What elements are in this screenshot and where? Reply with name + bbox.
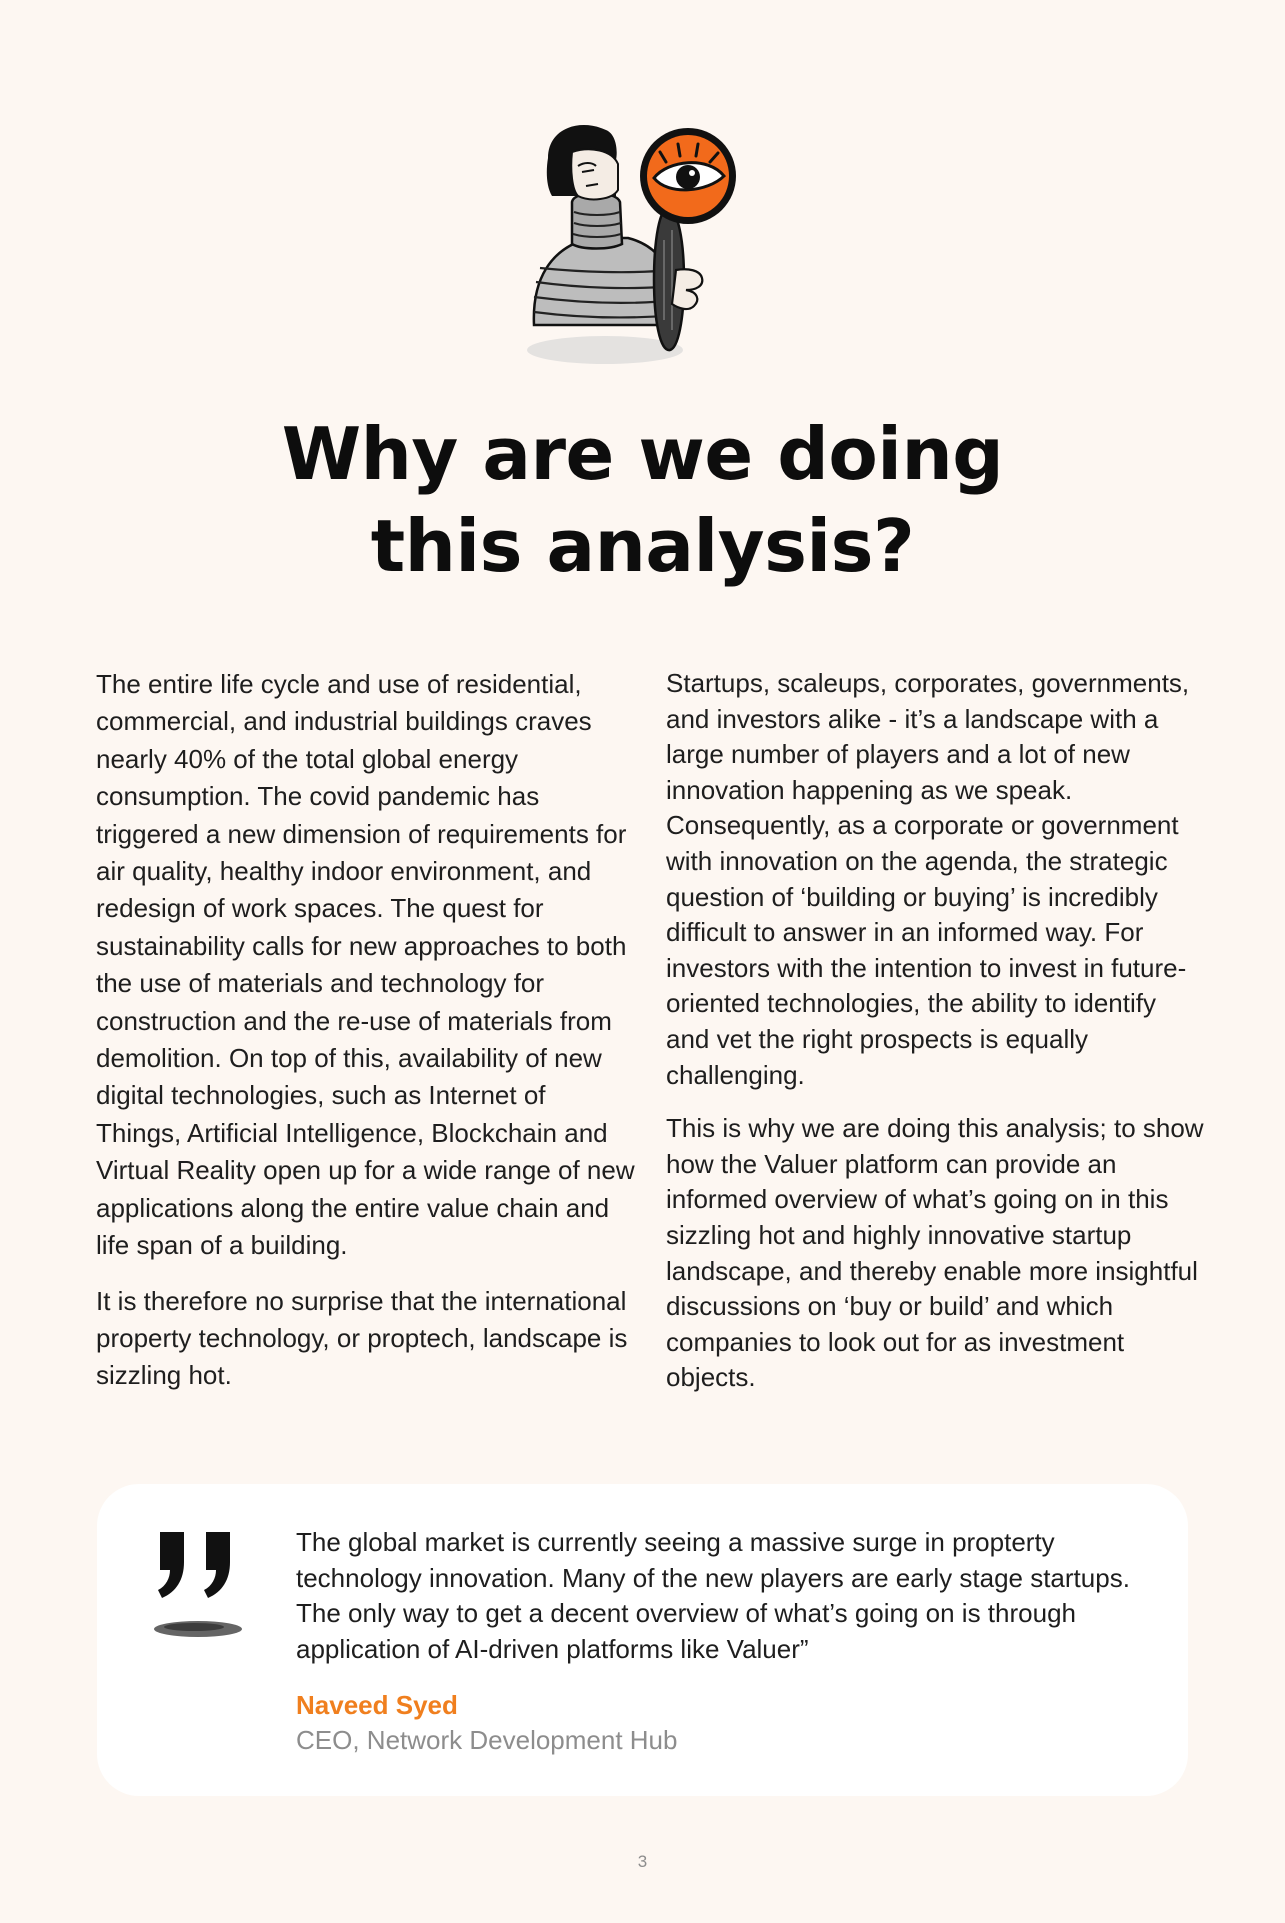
page-number: 3 [637, 1852, 648, 1871]
title-line-2: this analysis? [370, 504, 915, 588]
woman-with-eye-mirror-illustration [520, 120, 765, 370]
left-paragraph-1: The entire life cycle and use of residential, commercial, and industrial buildings craves nearly 40% of the total global energy consumption. The covid pandemic has triggered a new dimension of requirements for air quality, healthy indoor environment, and redesign of work spaces. The quest for sustainability calls for new approaches to both the use of materials and technology for construction and the re-use of materials from demolition. On top of this, availability of new digital technologies, such as Internet of Things, Artificial Intelligence, Blockchain and Virtual Reality open up for a wide range of new applications along the entire value chain and life span of a building. [96, 669, 635, 1261]
quote-mark-icon [150, 1528, 250, 1648]
quote-text: The global market is currently seeing a massive surge in propterty technology innovation. Many of the new players are early stage startups. The only way to get a decent overview of what’s going on is through application of AI-driven platforms like Valuer” [296, 1527, 1130, 1664]
left-paragraph-2: It is therefore no surprise that the international property technology, or proptech, landscape is sizzling hot. [96, 1285, 628, 1391]
left-column [96, 666, 636, 1413]
right-column [666, 666, 1206, 1414]
right-paragraph-2: This is why we are doing this analysis; to show how the Valuer platform can provide an informed overview of what’s going on in this sizzling hot and highly innovative startup landscape, and thereby enable more insightful discussions on ‘buy or build’ and which companies to look out for as investment objects. [666, 1113, 1204, 1393]
quote-author: Naveed Syed [296, 1690, 458, 1720]
quote-author-role: CEO, Network Development Hub [296, 1725, 678, 1755]
page-title [0, 408, 1285, 592]
right-paragraph-1: Startups, scaleups, corporates, governments, and investors alike - it’s a landscape with a large number of players and a lot of new innovation happening as we speak. Consequently, as a corporate or government with innovation on the agenda, the strategic question of ‘building or buying’ is incredibly difficult to answer in an informed way. For investors with the intention to invest in future-oriented technologies, the ability to identify and vet the right prospects is equally challenging. [666, 668, 1190, 1090]
title-line-1: Why are we doing [281, 412, 1004, 496]
